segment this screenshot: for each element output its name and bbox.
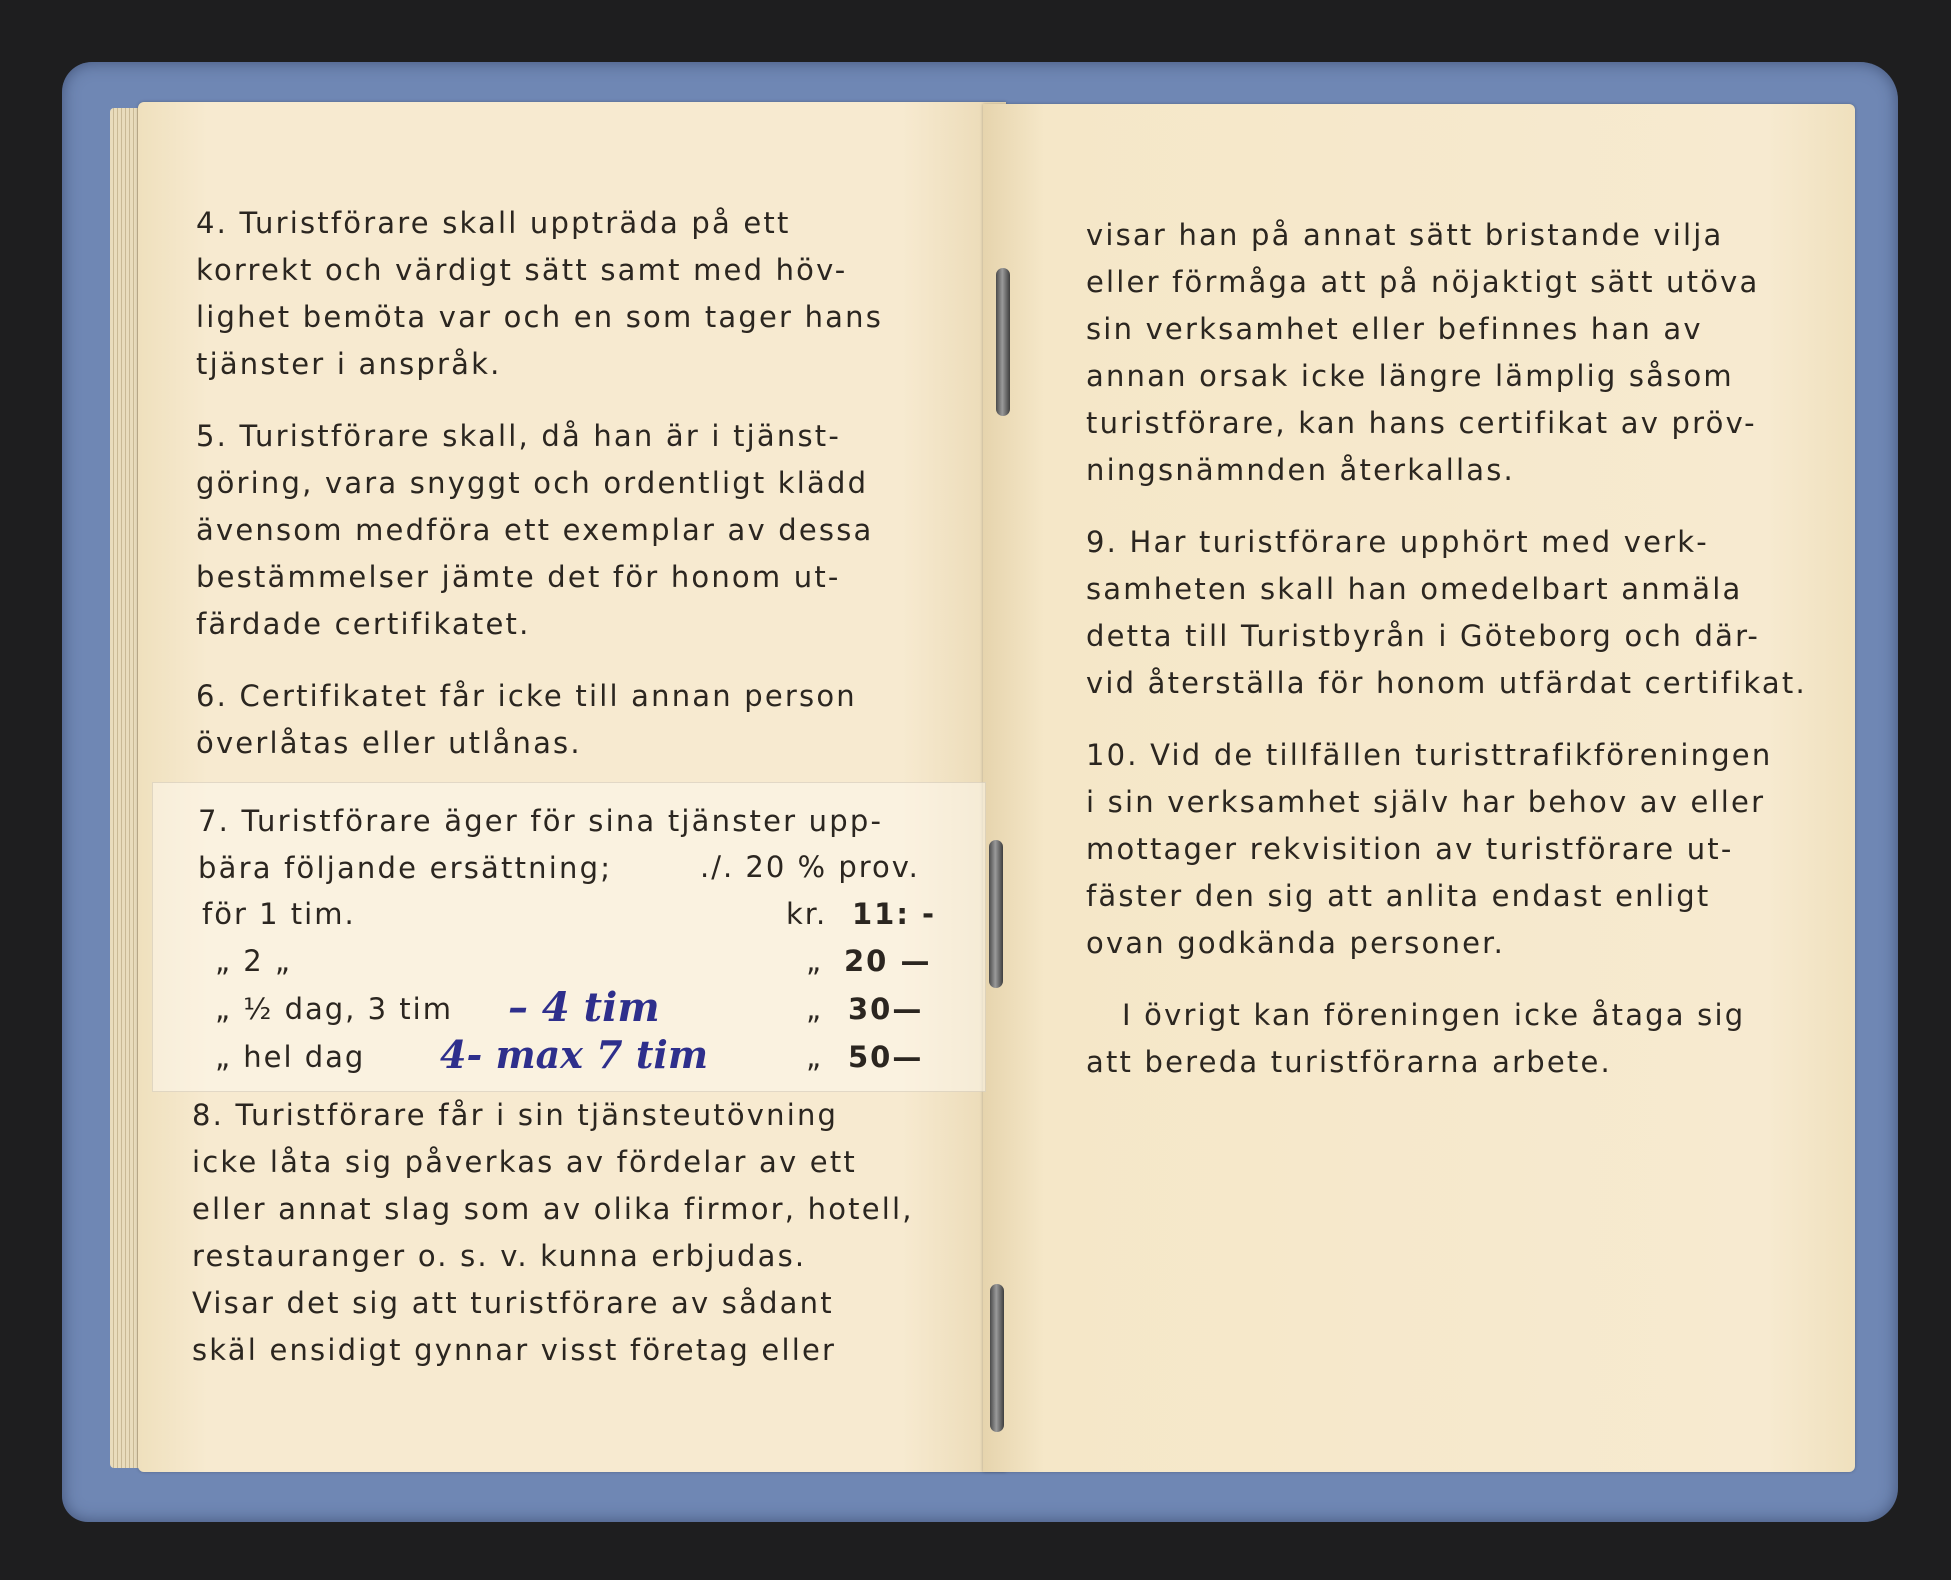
rule-8-line: icke låta sig påverkas av fördelar av ett — [192, 1145, 857, 1179]
rule-5-line: ävensom medföra ett exemplar av dessa — [196, 513, 874, 547]
fee-row-amount: 11: - — [852, 897, 937, 931]
prov-note: ./. 20 % prov. — [700, 850, 920, 884]
rule-5-line: 5. Turistförare skall, då han är i tjänst- — [196, 419, 841, 453]
staple-bottom — [990, 1284, 1004, 1432]
rule-9-line: 9. Har turistförare upphört med verk- — [1086, 525, 1709, 559]
rule-10-line: fäster den sig att anlita endast enligt — [1086, 879, 1711, 913]
rule-9-line: samheten skall han omedelbart anmäla — [1086, 572, 1743, 606]
rule-8 — [192, 1092, 942, 1374]
rule-10-line: 10. Vid de tillfällen turisttrafikföreningen — [1086, 738, 1773, 772]
staple-middle — [989, 840, 1003, 988]
staple-top — [996, 268, 1010, 416]
rule-7-line: 7. Turistförare äger för sina tjänster upp- — [198, 804, 884, 838]
rule-10-line: mottager rekvisition av turistförare ut- — [1086, 832, 1734, 866]
fee-row-currency: „ — [806, 944, 824, 978]
rule-4 — [196, 200, 946, 388]
rule-8-line: annan orsak icke längre lämplig såsom — [1086, 359, 1734, 393]
left-page-text — [196, 200, 946, 792]
rule-6-line: 6. Certifikatet får icke till annan person — [196, 679, 857, 713]
rule-6 — [196, 673, 946, 767]
rule-4-line: korrekt och värdigt sätt samt med höv- — [196, 253, 848, 287]
rule-8-line: eller annat slag som av olika firmor, hotell, — [192, 1192, 914, 1226]
rule-4-line: tjänster i anspråk. — [196, 347, 502, 381]
rule-9-line: vid återställa för honom utfärdat certifikat. — [1086, 666, 1807, 700]
rule-7-line: bära följande ersättning; — [198, 851, 613, 885]
rule-8-line: skäl ensidigt gynnar visst företag eller — [192, 1333, 837, 1367]
right-page-text — [1086, 212, 1836, 1111]
fee-row-label: „ hel dag — [215, 1040, 366, 1074]
fee-row-currency: kr. — [786, 897, 828, 931]
fee-row-amount: 30— — [848, 992, 924, 1026]
fee-row-amount: 20 — — [844, 944, 932, 978]
rule-9-line: detta till Turistbyrån i Göteborg och där- — [1086, 619, 1761, 653]
rule-10-line: i sin verksamhet själv har behov av eller — [1086, 785, 1766, 819]
rule-9 — [1086, 519, 1836, 707]
rule-8-line: restauranger o. s. v. kunna erbjudas. — [192, 1239, 807, 1273]
fee-row-label: „ 2 „ — [215, 944, 292, 978]
fee-row-currency: „ — [806, 1040, 824, 1074]
fee-row-currency: „ — [806, 992, 824, 1026]
rule-8-continued — [1086, 212, 1836, 494]
rule-4-line: lighet bemöta var och en som tager hans — [196, 300, 884, 334]
closing-note — [1086, 992, 1836, 1086]
rule-5 — [196, 413, 946, 648]
fee-row-label: för 1 tim. — [202, 897, 356, 931]
rule-8-line: visar han på annat sätt bristande vilja — [1086, 218, 1724, 252]
rule-4-line: 4. Turistförare skall uppträda på ett — [196, 206, 791, 240]
rule-8-line: sin verksamhet eller befinnes han av — [1086, 312, 1703, 346]
rule-8-line: ningsnämnden återkallas. — [1086, 453, 1515, 487]
rule-8-line: Visar det sig att turistförare av sådant — [192, 1286, 834, 1320]
rule-5-line: färdade certifikatet. — [196, 607, 531, 641]
rule-5-line: bestämmelser jämte det för honom ut- — [196, 560, 841, 594]
closing-line: I övrigt kan föreningen icke åtaga sig — [1122, 998, 1746, 1032]
rule-8-line: eller förmåga att på nöjaktigt sätt utöva — [1086, 265, 1760, 299]
fee-row-amount: 50— — [848, 1040, 924, 1074]
rule-5-line: göring, vara snyggt och ordentligt klädd — [196, 466, 869, 500]
rule-8-line: turistförare, kan hans certifikat av pröv- — [1086, 406, 1757, 440]
handwritten-note: – 4 tim — [508, 984, 660, 1031]
rule-6-line: överlåtas eller utlånas. — [196, 726, 582, 760]
rule-10-line: ovan godkända personer. — [1086, 926, 1505, 960]
fee-row-label: „ ½ dag, 3 tim — [215, 992, 453, 1026]
rule-8-line: 8. Turistförare får i sin tjänsteutövning — [192, 1098, 839, 1132]
handwritten-note: 4- max 7 tim — [440, 1032, 709, 1077]
page-stack-edge — [110, 108, 140, 1468]
rule-10 — [1086, 732, 1836, 967]
closing-line: att bereda turistförarna arbete. — [1086, 1045, 1612, 1079]
